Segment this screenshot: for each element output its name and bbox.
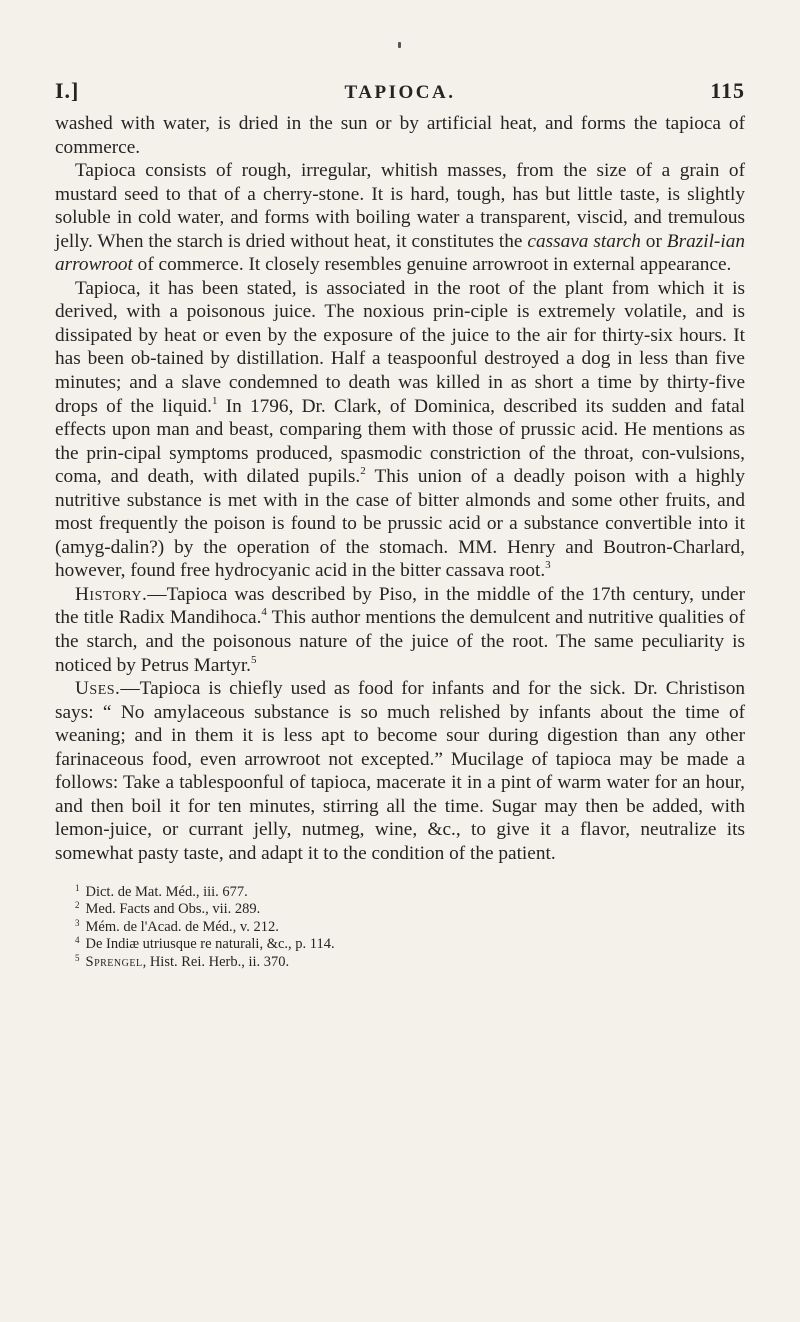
paragraph-uses: Uses.—Tapioca is chiefly used as food for infants and for the sick. Dr. Christison says: “ No amylaceous substance is so much relished by infants about the time of weaning; and in them it is less apt to become sour during digestion than any other farinaceous food, even arrowroot not excepted.” Mucilage of tapioca may be made a follows: Take a tablespoonful of tapioca, macerate it in a pint of warm water for an hour, and then boil it for ten minutes, stirring all the time. Sugar may then be added, with lemon-juice, or currant jelly, nutmeg, wine, &c., to give it a flavor, neutralize its somewhat pasty taste, and adapt it to the condition of the patient.: [55, 678, 745, 864]
running-title: TAPIOCA.: [344, 82, 456, 103]
footnote-ref: 4: [261, 606, 267, 619]
footnote-ref: 3: [545, 559, 551, 572]
footnote-ref: 1: [211, 394, 218, 407]
footnote-ref: 5: [251, 653, 257, 666]
print-speck: [398, 42, 401, 48]
footnote-author: Sprengel: [85, 953, 143, 970]
footnote-ref: 2: [360, 465, 366, 478]
page-header: [55, 78, 745, 112]
body-text: [55, 112, 745, 866]
footnote: $^3$ Mém. de l'Acad. de Méd., v. 212.: [75, 917, 279, 935]
footnote: $^1$ Dict. de Mat. Méd., iii. 677.: [75, 882, 248, 900]
footnote: $^4$ De Indiæ utriusque re naturali, &c., p. 114.: [75, 935, 335, 952]
footnote: $^2$ Med. Facts and Obs., vii. 289.: [75, 900, 261, 917]
part-marker: I.]: [55, 78, 80, 103]
section-head-history: History.: [75, 583, 148, 605]
page-number: 115: [710, 78, 745, 103]
footnote: $^5$ Sprengel, Hist. Rei. Herb., ii. 370.: [75, 952, 290, 970]
paragraph-2: Tapioca consists of rough, irregular, whitish masses, from the size of a grain of mustard seed to that of a cherry-stone. It is hard, tough, has but little taste, is slightly soluble in cold water, and forms with boiling water a transparent, viscid, and tremulous jelly. When the starch is dried without heat, it constitutes the cassava starch or Brazil-ian arrowroot of commerce. It closely resembles genuine arrowroot in external appearance.: [55, 160, 745, 276]
section-head-uses: Uses.: [75, 678, 121, 700]
italic-term: Brazil-ian arrowroot: [55, 230, 745, 276]
italic-term: cassava starch: [527, 230, 641, 252]
paragraph-history: History.—Tapioca was described by Piso, in the middle of the 17th century, under the title Radix Mandihoca.$^4$ This author mentions the demulcent and nutritive qualities of the starch, and the poisonous nature of the juice of the root. The same peculiarity is noticed by Petrus Martyr.$^5$: [55, 583, 745, 676]
book-page: [55, 78, 745, 971]
footnotes: [55, 884, 745, 972]
paragraph-1: washed with water, is dried in the sun or by artificial heat, and forms the tapioca of commerce.: [55, 113, 745, 158]
paragraph-3: Tapioca, it has been stated, is associated in the root of the plant from which it is derived, with a poisonous juice. The noxious prin-ciple is extremely volatile, and is dissipated by heat or even by the exposure of the juice to the air for thirty-six hours. It has been ob-tained by distillation. Half a teaspoonful destroyed a dog in less than five minutes; and a slave condemned to death was killed in as short a time by thirty-five drops of the liquid.$^1$ In 1796, Dr. Clark, of Dominica, described its sudden and fatal effects upon man and beast, comparing them with those of prussic acid. He mentions as the prin-cipal symptoms produced, spasmodic constriction of the throat, con-vulsions, coma, and death, with dilated pupils.$^2$ This union of a deadly poison with a highly nutritive substance is met with in the case of bitter almonds and some other fruits, and most frequently the poison is found to be prussic acid or a substance convertible into it (amyg-dalin?) by the operation of the stomach. MM. Henry and Boutron-Charlard, however, found free hydrocyanic acid in the bitter cassava root.$^3$: [55, 277, 745, 582]
